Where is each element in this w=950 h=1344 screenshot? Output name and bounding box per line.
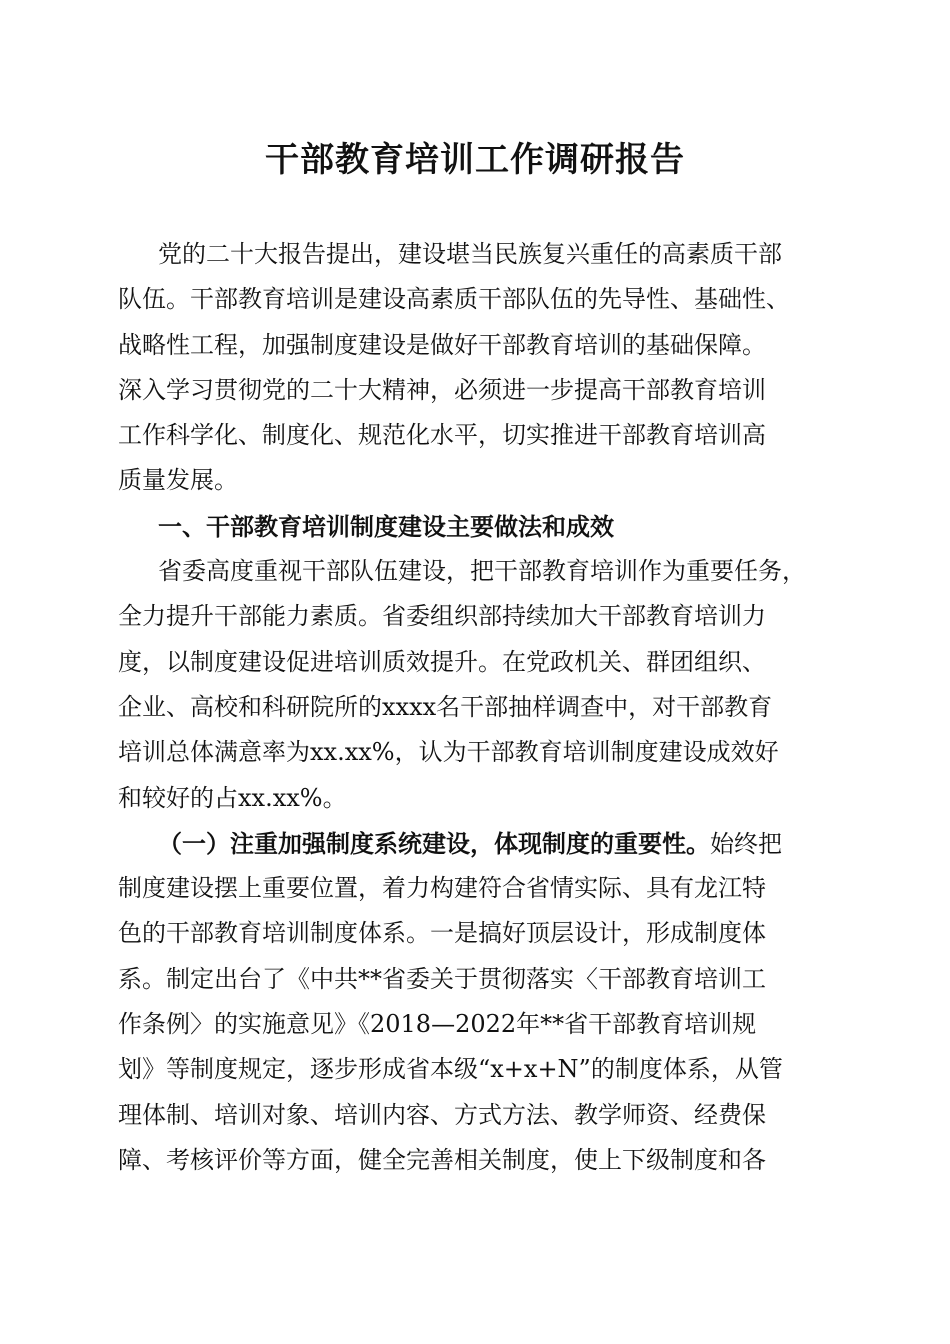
intro-line: 战略性工程，加强制度建设是做好干部教育培训的基础保障。 bbox=[118, 330, 766, 359]
section-line: 省委高度重视干部队伍建设，把干部教育培训作为重要任务， bbox=[158, 557, 806, 586]
intro-line: 工作科学化、制度化、规范化水平，切实推进干部教育培训高 bbox=[118, 421, 766, 450]
intro-line: 队伍。干部教育培训是建设高素质干部队伍的先导性、基础性、 bbox=[118, 285, 790, 314]
subsection-first-rest: 始终把 bbox=[710, 829, 782, 858]
subsection-line: 制度建设摆上重要位置，着力构建符合省情实际、具有龙江特 bbox=[118, 874, 766, 903]
subsection-line: 色的干部教育培训制度体系。一是搞好顶层设计，形成制度体 bbox=[118, 919, 766, 948]
subsection-line: 作条例〉的实施意见》《2018—2022年**省干部教育培训规 bbox=[118, 1010, 757, 1039]
subsection-heading: （一）注重加强制度系统建设，体现制度的重要性。 bbox=[158, 828, 710, 858]
section-line: 企业、高校和科研院所的xxxx名干部抽样调查中，对干部教育 bbox=[118, 692, 773, 721]
intro-line: 质量发展。 bbox=[118, 466, 238, 495]
section-line: 度，以制度建设促进培训质效提升。在党政机关、群团组织、 bbox=[118, 647, 766, 676]
subsection-line: 理体制、培训对象、培训内容、方式方法、教学师资、经费保 bbox=[118, 1100, 766, 1129]
subsection-line: 系。制定出台了《中共**省委关于贯彻落实〈干部教育培训工 bbox=[118, 964, 766, 993]
document-body bbox=[118, 232, 832, 1183]
subsection-first-line bbox=[118, 821, 832, 866]
section-line: 培训总体满意率为xx.xx%，认为干部教育培训制度建设成效好 bbox=[118, 738, 779, 767]
intro-line: 深入学习贯彻党的二十大精神，必须进一步提高干部教育培训 bbox=[118, 375, 766, 404]
intro-line: 党的二十大报告提出，建设堪当民族复兴重任的高素质干部 bbox=[158, 240, 782, 268]
subsection-line: 障、考核评价等方面，健全完善相关制度，使上下级制度和各 bbox=[118, 1145, 766, 1174]
section-heading: 一、干部教育培训制度建设主要做法和成效 bbox=[158, 511, 614, 541]
section-line: 和较好的占xx.xx%。 bbox=[118, 783, 347, 812]
subsection-line: 划》等制度规定，逐步形成省本级“x+x+N”的制度体系，从管 bbox=[118, 1055, 783, 1084]
section-line: 全力提升干部能力素质。省委组织部持续加大干部教育培训力 bbox=[118, 602, 766, 631]
document-title: 干部教育培训工作调研报告 bbox=[265, 140, 685, 180]
